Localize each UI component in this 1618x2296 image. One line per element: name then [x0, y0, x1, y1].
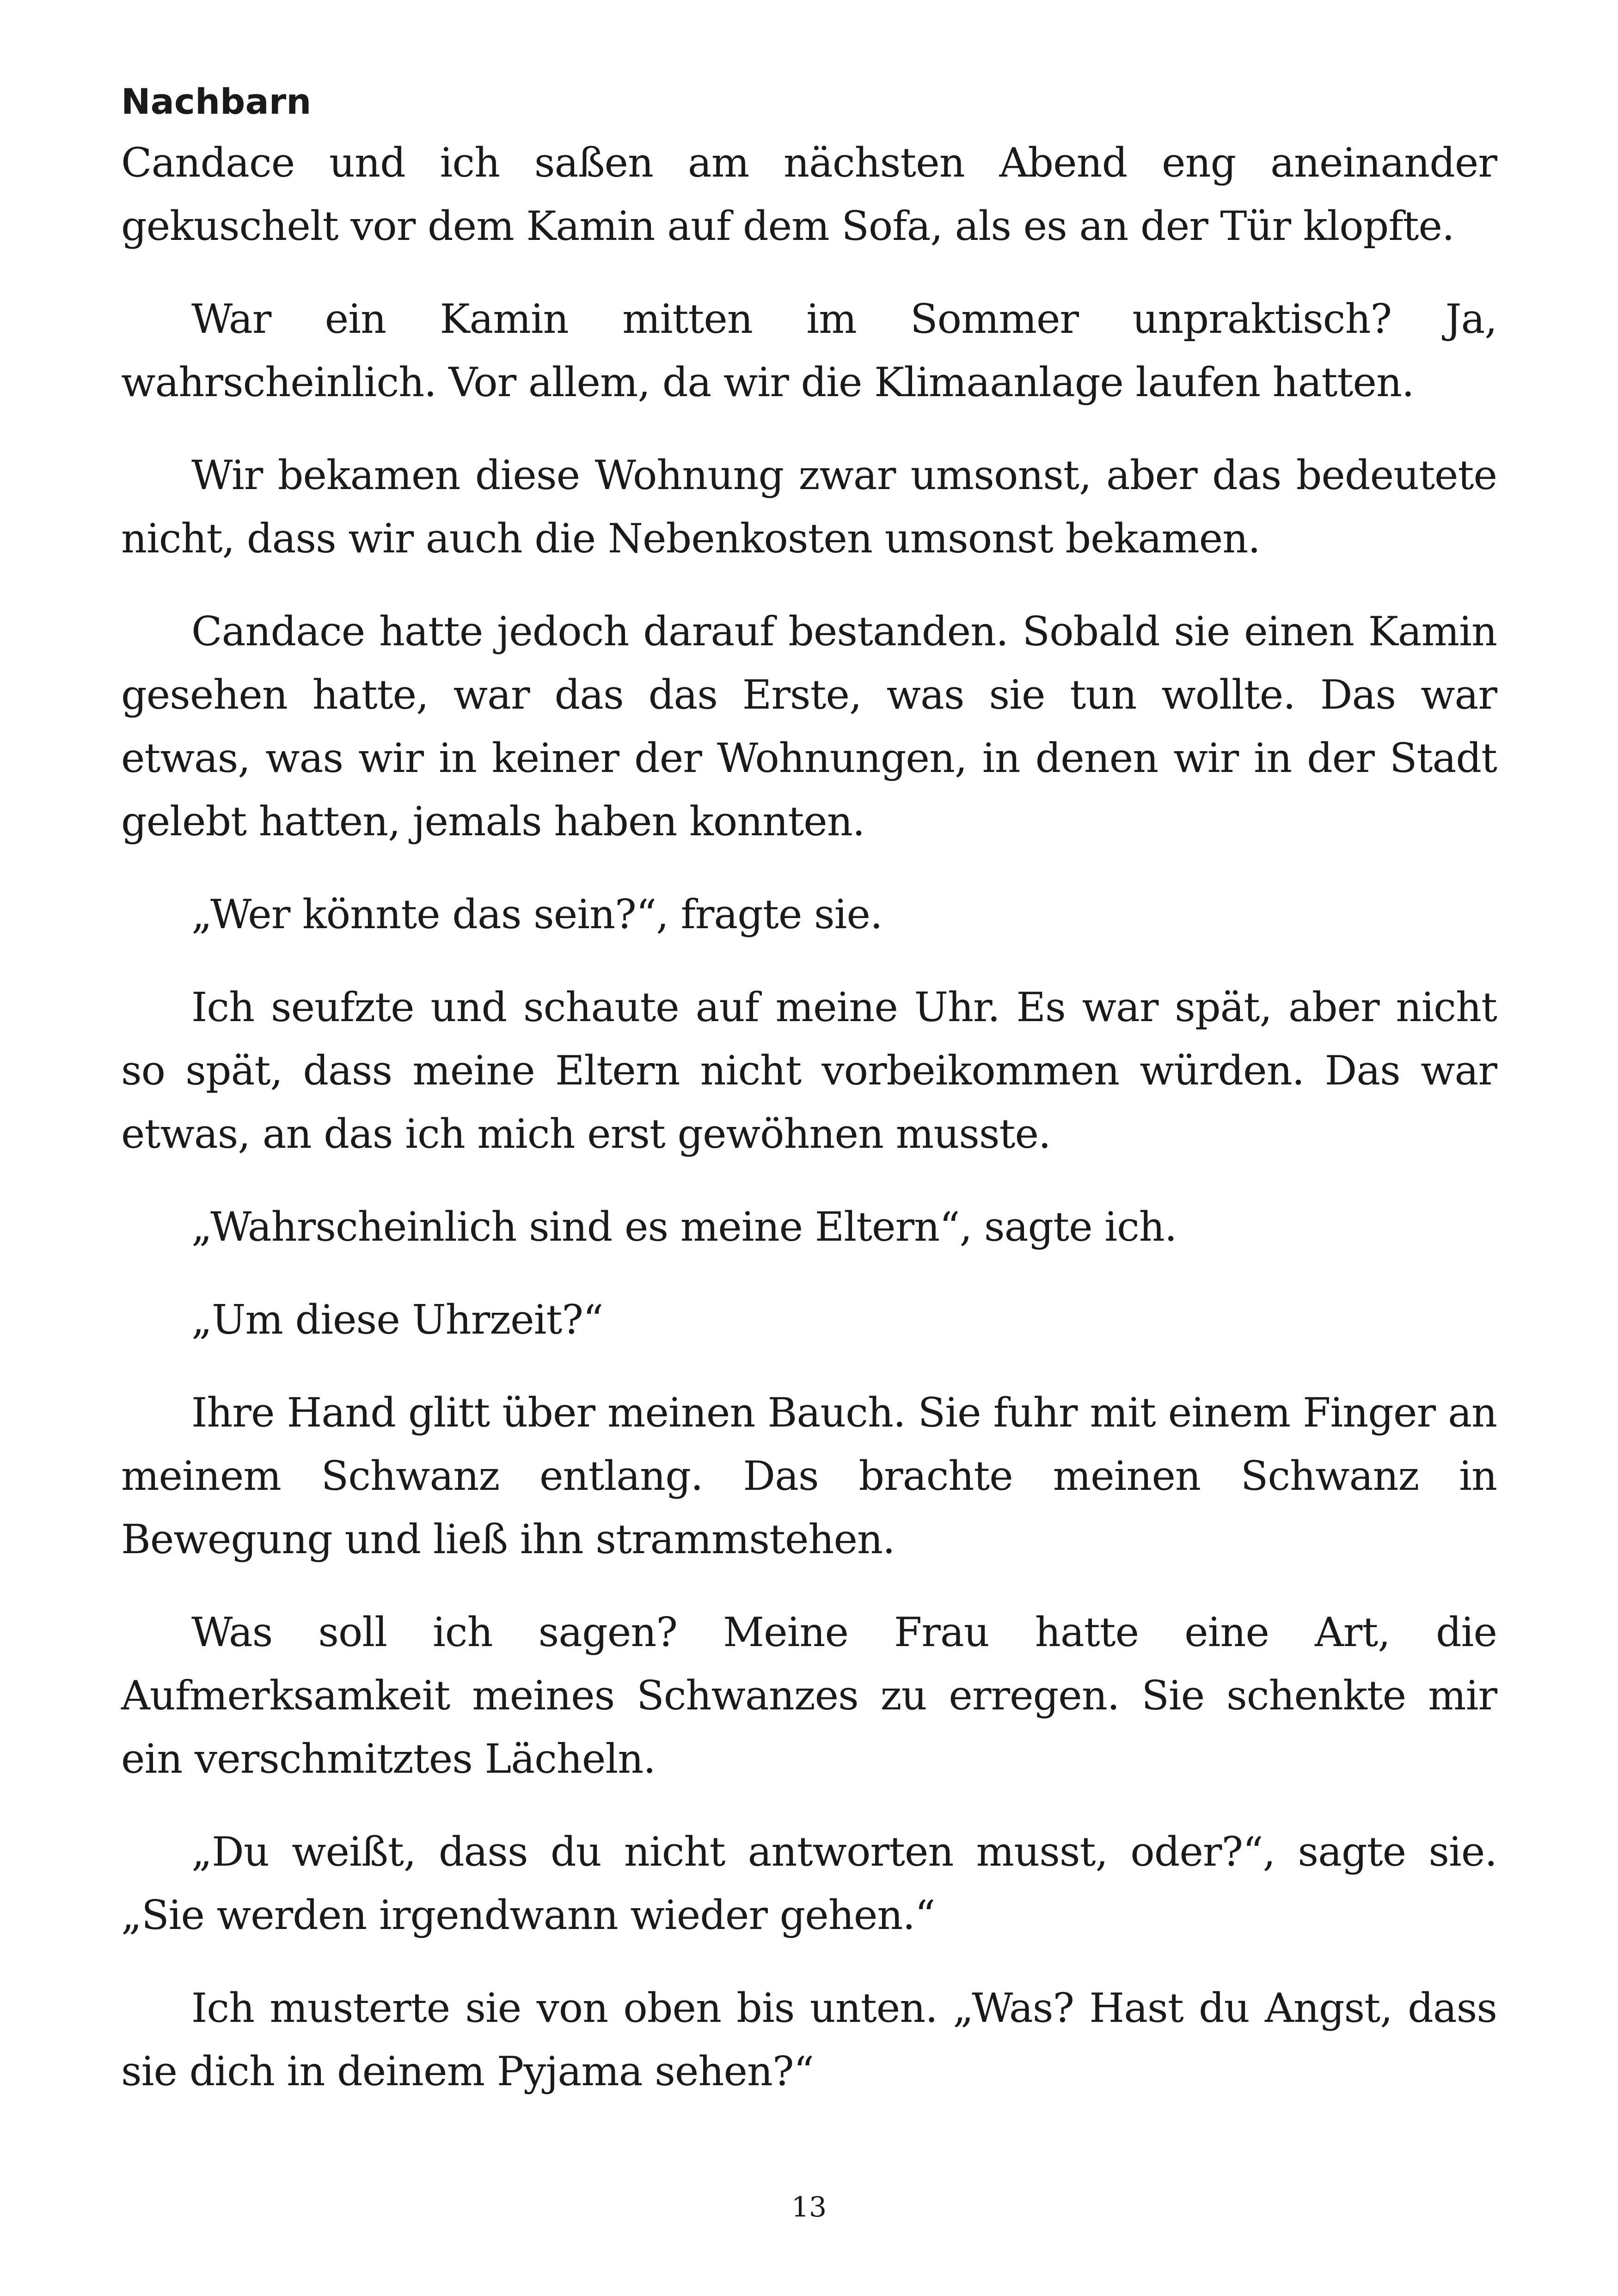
book-page: [121, 79, 1497, 2133]
paragraph: Candace und ich saßen am nächsten Abend eng aneinander gekuschelt vor dem Kamin auf dem Sofa, als es an der Tür klopfte.: [121, 139, 1497, 250]
paragraph: Ihre Hand glitt über meinen Bauch. Sie fuhr mit einem Finger an meinem Schwanz entlang. Das brachte meinen Schwanz in Bewegung und ließ ihn strammstehen.: [121, 1389, 1497, 1563]
paragraph: Wir bekamen diese Wohnung zwar umsonst, aber das bedeutete nicht, dass wir auch die Nebenkosten umsonst bekamen.: [121, 452, 1497, 562]
paragraph: Ich musterte sie von oben bis unten. „Was? Hast du Angst, dass sie dich in deinem Pyjama sehen?“: [121, 1984, 1497, 2095]
chapter-heading: Nachbarn: [121, 81, 312, 122]
paragraph: „Um diese Uhrzeit?“: [191, 1296, 603, 1343]
paragraph: War ein Kamin mitten im Sommer unpraktisch? Ja, wahrscheinlich. Vor allem, da wir die Klimaanlage laufen hatten.: [121, 295, 1497, 406]
paragraph: „Wahrscheinlich sind es meine Eltern“, sagte ich.: [191, 1203, 1177, 1250]
paragraph: Candace hatte jedoch darauf bestanden. Sobald sie einen Kamin gesehen hatte, war das das Erste, was sie tun wollte. Das war etwas, was wir in keiner der Wohnungen, in denen wir in der Stadt gelebt hatten, jemals haben konnten.: [121, 608, 1497, 845]
paragraph: Was soll ich sagen? Meine Frau hatte eine Art, die Aufmerksamkeit meines Schwanzes zu erregen. Sie schenkte mir ein verschmitztes Lächeln.: [121, 1609, 1497, 1782]
paragraph: Ich seufzte und schaute auf meine Uhr. Es war spät, aber nicht so spät, dass meine Eltern nicht vorbeikommen würden. Das war etwas, an das ich mich erst gewöhnen musste.: [121, 984, 1497, 1157]
paragraph: „Du weißt, dass du nicht antworten musst, oder?“, sagte sie. „Sie werden irgendwann wieder gehen.“: [121, 1828, 1497, 1939]
paragraph: „Wer könnte das sein?“, fragte sie.: [191, 891, 883, 938]
page-number: 13: [791, 2191, 827, 2223]
